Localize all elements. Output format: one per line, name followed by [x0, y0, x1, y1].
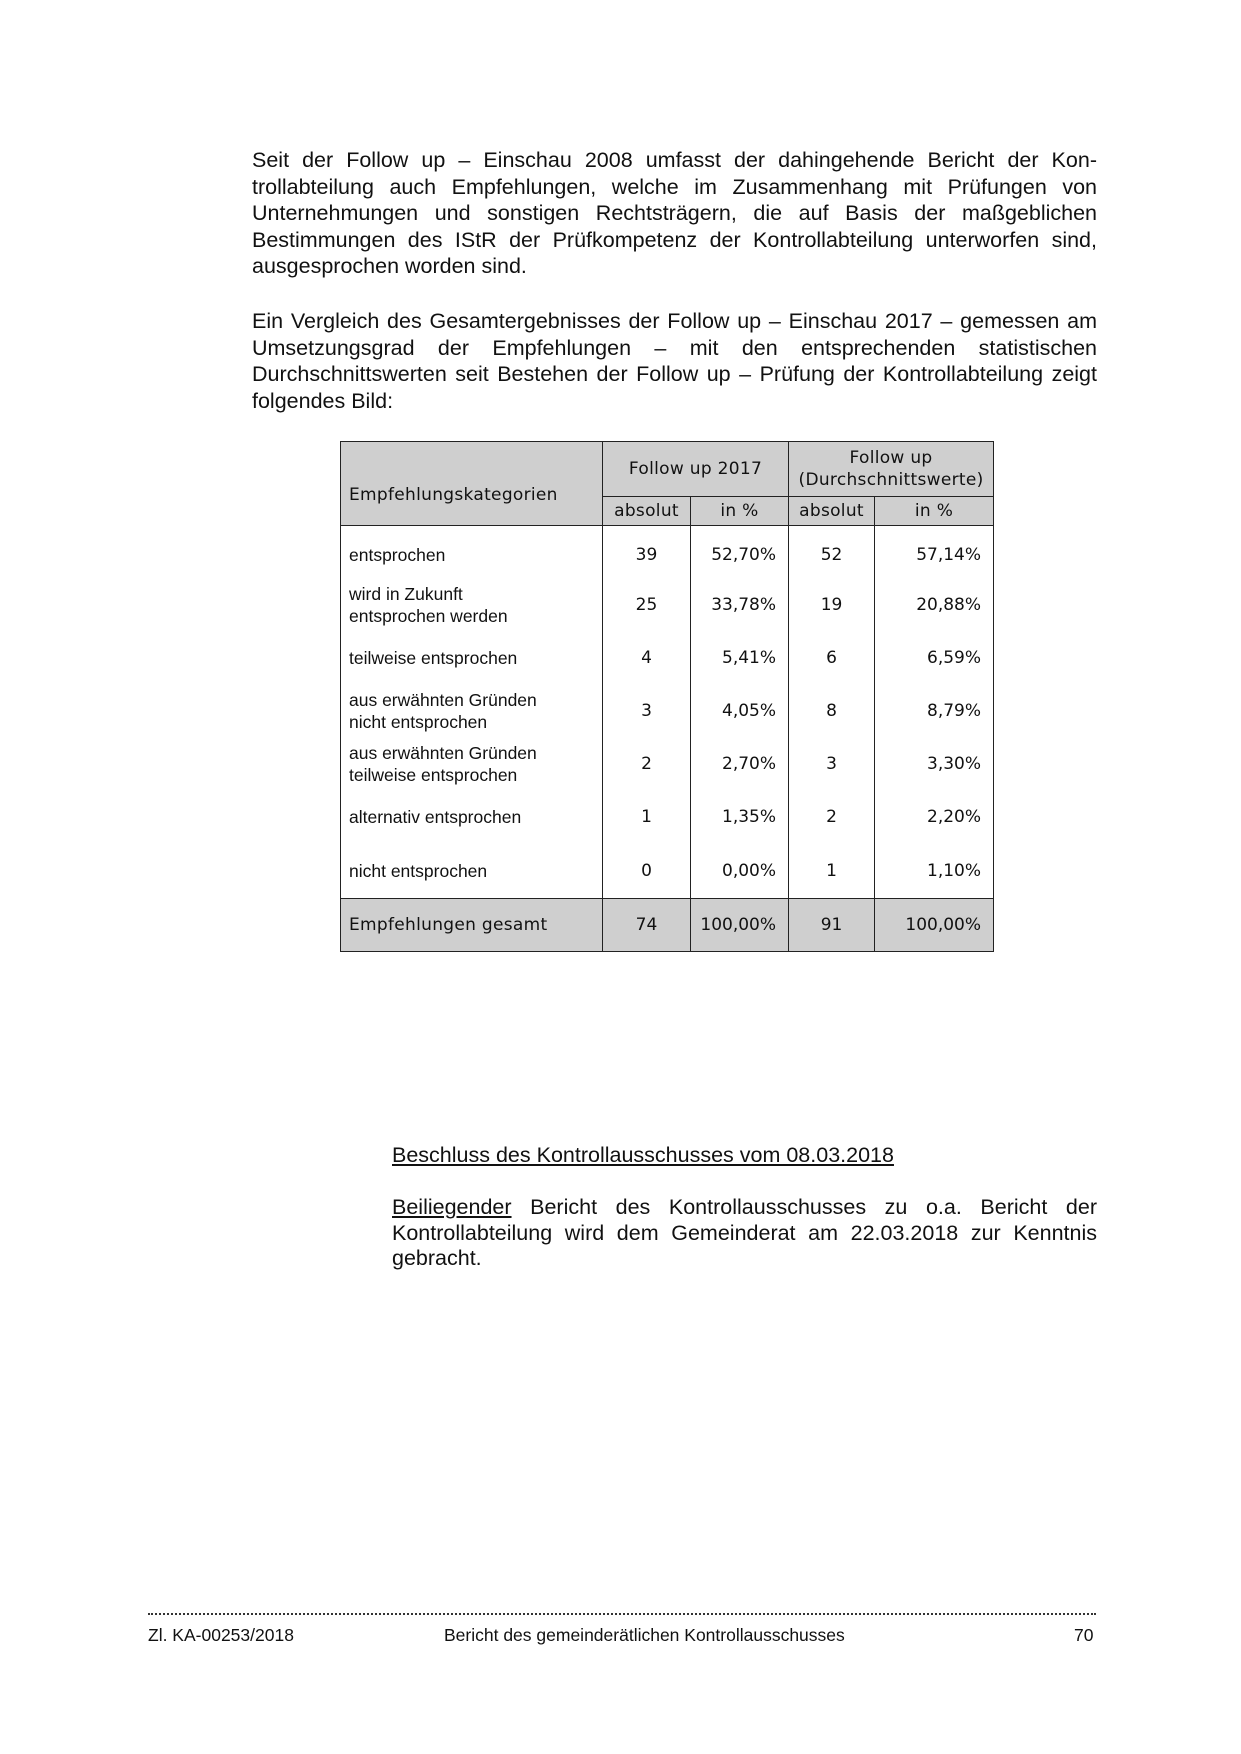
- cell-percent-2017: 2,70%: [691, 738, 789, 791]
- cell-absolut-average: 1: [789, 844, 875, 899]
- intro-paragraph: Seit der Follow up – Einschau 2008 umfasst der dahingehende Bericht der Kontrollabteilung auch Empfehlungen, welche im Zusammenhang mit Prüfungen von Unternehmungen und sonstigen Rechtsträgern, die auf Basis der maßgeblichen Bestimmungen des IStR der Prüfkompetenz der Kontrollabteilung unterworfen sind, ausgesprochen worden sind.: [252, 148, 1097, 278]
- cell-absolut-2017: 25: [603, 579, 691, 632]
- cell-absolut-average: 2: [789, 791, 875, 844]
- footer-reference: Zl. KA-00253/2018: [148, 1625, 294, 1645]
- header-category: Empfehlungskategorien: [341, 442, 603, 526]
- footer-dotted-rule: [148, 1613, 1096, 1615]
- resolution-underlined-word: Beiliegender: [392, 1195, 512, 1219]
- header-follow-up-average-line2: (Durchschnittswerte): [798, 470, 984, 490]
- row-category: aus erwähnten Gründen nicht entsprochen: [341, 685, 603, 738]
- cell-percent-2017: 5,41%: [691, 632, 789, 685]
- cell-absolut-average: 8: [789, 685, 875, 738]
- cell-percent-2017: 4,05%: [691, 685, 789, 738]
- header-follow-up-average-line1: Follow up: [849, 448, 933, 468]
- row-category: teilweise entsprochen: [341, 632, 603, 685]
- resolution-text: [392, 1195, 1097, 1272]
- cell-percent-2017: 0,00%: [691, 844, 789, 899]
- cell-percent-average: 57,14%: [875, 526, 994, 579]
- cell-percent-average: 3,30%: [875, 738, 994, 791]
- cell-absolut-average: 52: [789, 526, 875, 579]
- cell-absolut-2017: 39: [603, 526, 691, 579]
- cell-percent-2017: 52,70%: [691, 526, 789, 579]
- total-percent-average: 100,00%: [875, 899, 994, 952]
- subheader-percent-2017: in %: [691, 497, 789, 526]
- comparison-paragraph: Ein Vergleich des Gesamtergebnisses der Follow up – Einschau 2017 – gemessen am Umsetzungsgrad der Empfehlungen – mit den entsprechenden statistischen Durchschnittswerten seit Bestehen der Follow up – Prüfung der Kontrollabteilung zeigt folgendes Bild:: [252, 309, 1097, 413]
- cell-percent-average: 8,79%: [875, 685, 994, 738]
- resolution-rest: Bericht des Kontrollausschusses zu o.a. Bericht der Kontrollabteilung wird dem Gemeinderat am 22.03.2018 zur Kenntnis gebracht.: [392, 1195, 1097, 1270]
- total-label: Empfehlungen gesamt: [341, 899, 603, 952]
- cell-absolut-average: 19: [789, 579, 875, 632]
- subheader-absolut-2017: absolut: [603, 497, 691, 526]
- cell-percent-average: 2,20%: [875, 791, 994, 844]
- row-category: wird in Zukunft entsprochen werden: [341, 579, 603, 632]
- cell-percent-average: 1,10%: [875, 844, 994, 899]
- row-category: entsprochen: [341, 526, 603, 579]
- row-category: nicht entsprochen: [341, 844, 603, 899]
- table-row: [341, 526, 994, 579]
- cell-absolut-average: 3: [789, 738, 875, 791]
- page-number: 70: [1074, 1625, 1094, 1645]
- table-row: [341, 791, 994, 844]
- resolution-title: Beschluss des Kontrollausschusses vom 08.03.2018: [392, 1143, 894, 1167]
- subheader-percent-average: in %: [875, 497, 994, 526]
- row-category: aus erwähnten Gründen teilweise entsprochen: [341, 738, 603, 791]
- total-absolut-2017: 74: [603, 899, 691, 952]
- table-row: [341, 632, 994, 685]
- cell-absolut-2017: 0: [603, 844, 691, 899]
- table-row: [341, 685, 994, 738]
- table-row: [341, 579, 994, 632]
- total-percent-2017: 100,00%: [691, 899, 789, 952]
- row-category: alternativ entsprochen: [341, 791, 603, 844]
- cell-percent-average: 6,59%: [875, 632, 994, 685]
- footer-title: Bericht des gemeinderätlichen Kontrollausschusses: [444, 1625, 845, 1645]
- cell-percent-average: 20,88%: [875, 579, 994, 632]
- cell-absolut-2017: 3: [603, 685, 691, 738]
- table-total-row: [341, 899, 994, 952]
- total-absolut-average: 91: [789, 899, 875, 952]
- cell-percent-2017: 33,78%: [691, 579, 789, 632]
- header-follow-up-average: [789, 442, 994, 497]
- cell-absolut-2017: 4: [603, 632, 691, 685]
- table-row: [341, 844, 994, 899]
- cell-percent-2017: 1,35%: [691, 791, 789, 844]
- subheader-absolut-average: absolut: [789, 497, 875, 526]
- cell-absolut-2017: 2: [603, 738, 691, 791]
- recommendations-table: [340, 441, 994, 952]
- table-row: [341, 738, 994, 791]
- cell-absolut-average: 6: [789, 632, 875, 685]
- header-follow-up-2017: Follow up 2017: [603, 442, 789, 497]
- cell-absolut-2017: 1: [603, 791, 691, 844]
